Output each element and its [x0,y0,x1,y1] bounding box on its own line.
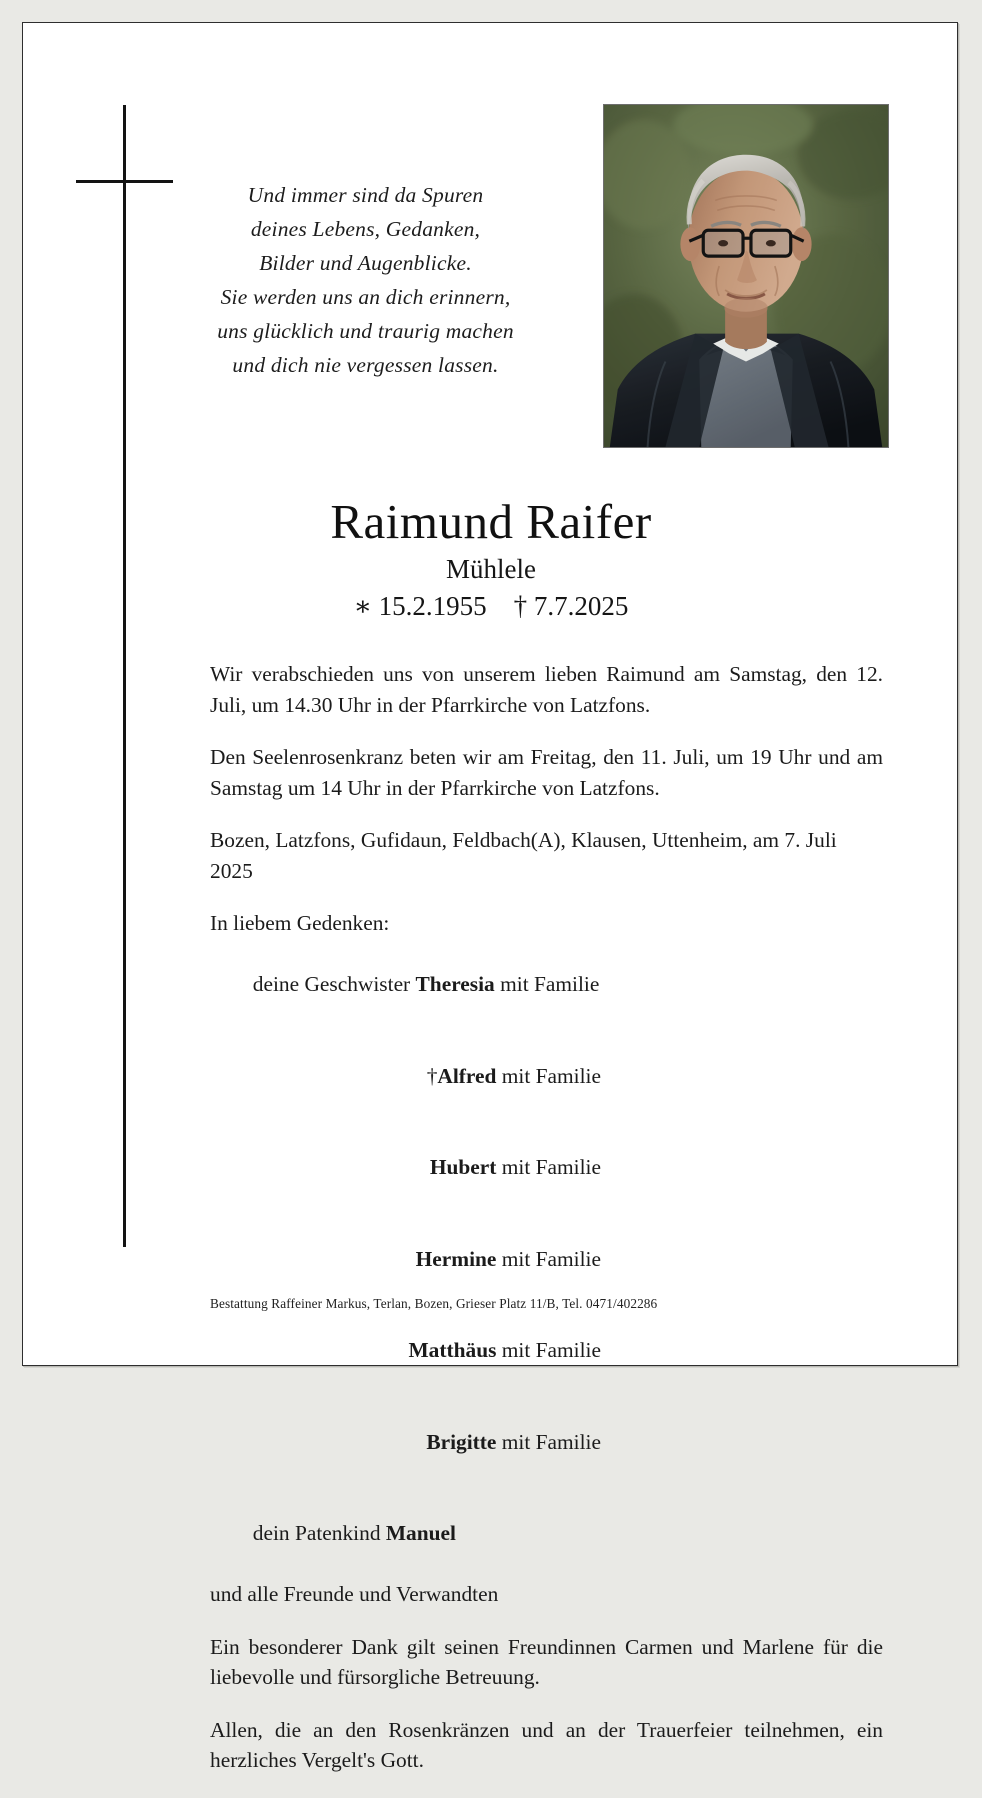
sibling-suffix: mit Familie [496,1246,601,1271]
list-item [210,1305,601,1397]
thanks-caregivers-paragraph: Ein besonderer Dank gilt seinen Freundinnen Carmen und Marlene für die liebevolle und fürsorgliche Betreuung. [210,1634,883,1689]
places-and-date: Bozen, Latzfons, Gufidaun, Feldbach(A), Klausen, Uttenheim, am 7. Juli 2025 [210,828,837,883]
poem-line: Und immer sind da Spuren [247,183,484,207]
sibling-suffix: mit Familie [496,1063,601,1088]
portrait-illustration [604,105,888,447]
deceased-dates: ∗ 15.2.1955 † 7.7.2025 [353,591,629,621]
portrait-photo [603,104,889,448]
survivors-list [210,908,883,1610]
list-item [210,939,883,1031]
funeral-home-footer: Bestattung Raffeiner Markus, Terlan, Bozen, Grieser Platz 11/B, Tel. 0471/402286 [210,1296,658,1311]
list-item [210,1030,601,1122]
sibling-name: Matthäus [408,1338,497,1362]
other-mourners: und alle Freunde und Verwandten [210,1582,499,1606]
sibling-suffix: mit Familie [494,972,600,996]
list-item [210,1488,883,1580]
page-title: Raimund Raifer [330,494,652,549]
memorial-card [22,22,958,1772]
sibling-name: Theresia [415,972,495,996]
sibling-name: Hubert [429,1155,497,1179]
poem-line: und dich nie vergessen lassen. [232,353,499,377]
deceased-identity [23,493,959,625]
poem-line: deines Lebens, Gedanken, [250,217,481,241]
sibling-suffix: mit Familie [496,1338,601,1362]
thanks-attendees-paragraph: Allen, die an den Rosenkränzen und an der Trauerfeier teilnehmen, ein herzliches Vergelt's Gott. [210,1717,883,1772]
godchild-intro-label: dein Patenkind [252,1521,386,1545]
memorial-poem [193,178,538,382]
poem-line: uns glücklich und traurig machen [217,319,514,343]
poem-line: Sie werden uns an dich erinnern, [220,285,511,309]
sibling-name: Hermine [415,1246,497,1271]
survivors-heading: In liebem Gedenken: [210,911,390,935]
godchild-name: Manuel [385,1521,456,1545]
deceased-nickname: Mühlele [446,554,536,584]
sibling-name: Brigitte [426,1429,497,1454]
sibling-deceased-marker: † [426,1063,438,1088]
sibling-suffix: mit Familie [496,1155,601,1179]
list-item [210,1396,601,1488]
cross-horizontal-bar [76,180,173,183]
farewell-paragraph: Wir verabschieden uns von unserem lieben Raimund am Samstag, den 12. Juli, um 14.30 Uhr in der Pfarrkirche von Latzfons. [210,662,883,717]
announcement-body [210,659,883,1798]
rosary-paragraph: Den Seelenrosenkranz beten wir am Freitag, den 11. Juli, um 19 Uhr und am Samstag um 14 Uhr in der Pfarrkirche von Latzfons. [210,745,883,800]
cross-vertical-bar [123,105,126,1247]
poem-line: Bilder und Augenblicke. [259,251,472,275]
sibling-name: Alfred [437,1063,497,1088]
list-item [210,1213,601,1305]
list-item [210,1122,601,1214]
siblings-intro-label: deine Geschwister [252,972,416,996]
sibling-suffix: mit Familie [496,1429,601,1454]
